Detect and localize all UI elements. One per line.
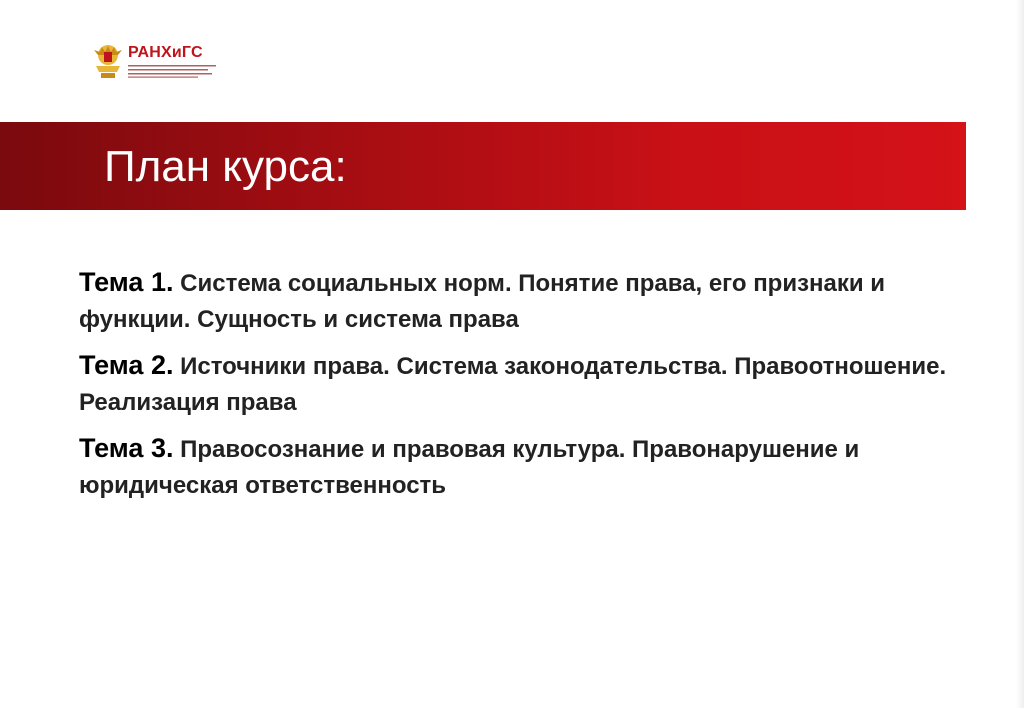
topic-label: Тема 1. [79, 267, 174, 297]
topic-text: Правосознание и правовая культура. Правонарушение и юридическая ответственность [79, 436, 860, 499]
logo-name: РАНХиГС [128, 44, 203, 61]
eagle-emblem-icon [92, 42, 124, 80]
slide-edge-shadow [1016, 0, 1024, 708]
topic-item [79, 430, 959, 504]
topic-text: Система социальных норм. Понятие права, его признаки и функции. Сущность и система права [79, 270, 886, 333]
logo-fineprint [128, 64, 218, 78]
topic-label: Тема 2. [79, 350, 174, 380]
topic-item [79, 347, 959, 421]
slide-title: План курса: [104, 142, 347, 191]
ranepa-logo [92, 42, 222, 82]
topic-item [79, 264, 959, 338]
topic-label: Тема 3. [79, 433, 174, 463]
topic-text: Источники права. Система законодательства. Правоотношение. Реализация права [79, 353, 947, 416]
topic-list [79, 264, 959, 513]
